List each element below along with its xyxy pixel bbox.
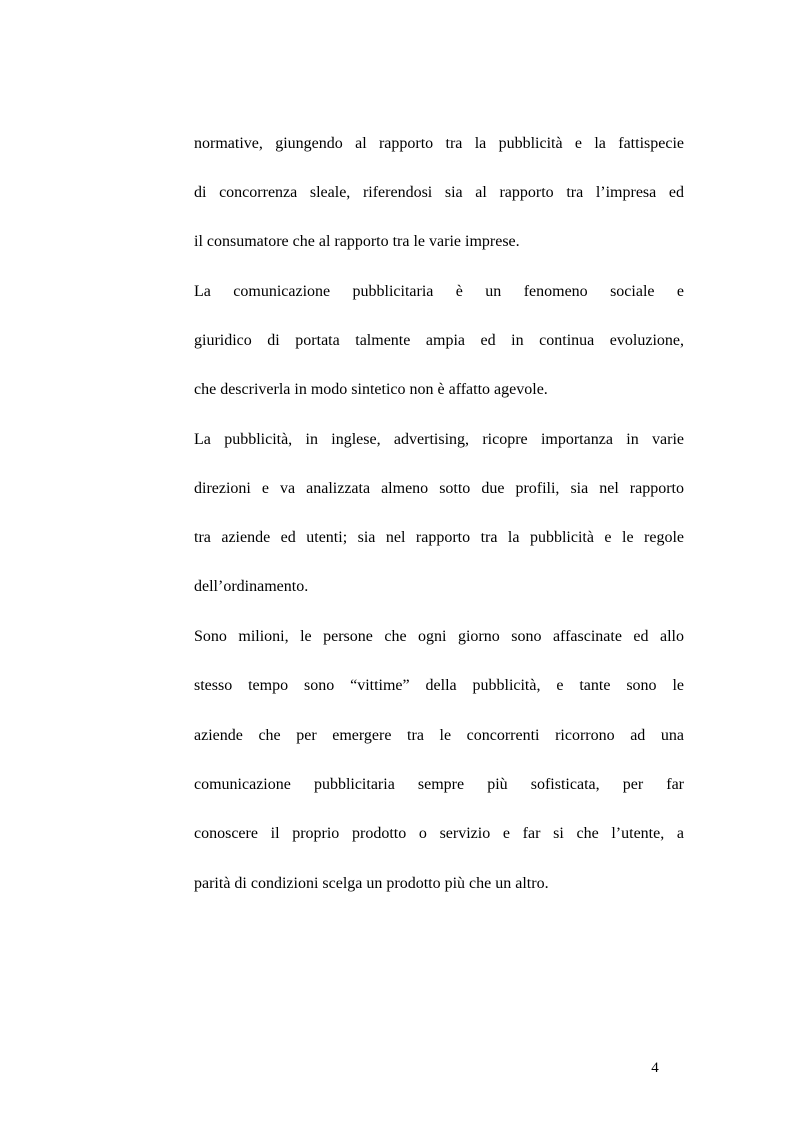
text-line: La comunicazione pubblicitaria è un fenomeno sociale e (194, 283, 684, 300)
text-line: tra aziende ed utenti; sia nel rapporto tra la pubblicità e le regole (194, 529, 684, 546)
text-line: parità di condizioni scelga un prodotto più che un altro. (194, 875, 549, 892)
text-line: il consumatore che al rapporto tra le varie imprese. (194, 233, 520, 250)
text-line: giuridico di portata talmente ampia ed in continua evoluzione, (194, 332, 684, 349)
text-line: stesso tempo sono “vittime” della pubblicità, e tante sono le (194, 677, 684, 694)
text-line: conoscere il proprio prodotto o servizio e far si che l’utente, a (194, 825, 684, 842)
text-line: normative, giungendo al rapporto tra la pubblicità e la fattispecie (194, 135, 684, 152)
text-line: direzioni e va analizzata almeno sotto due profili, sia nel rapporto (194, 480, 684, 497)
text-line: dell’ordinamento. (194, 578, 309, 595)
text-line: La pubblicità, in inglese, advertising, ricopre importanza in varie (194, 431, 684, 448)
text-line: di concorrenza sleale, riferendosi sia al rapporto tra l’impresa ed (194, 184, 684, 201)
text-line: aziende che per emergere tra le concorrenti ricorrono ad una (194, 727, 684, 744)
text-line: comunicazione pubblicitaria sempre più sofisticata, per far (194, 776, 684, 793)
page-number: 4 (651, 1060, 659, 1076)
text-line: Sono milioni, le persone che ogni giorno sono affascinate ed allo (194, 628, 684, 645)
text-line: che descriverla in modo sintetico non è affatto agevole. (194, 381, 548, 398)
